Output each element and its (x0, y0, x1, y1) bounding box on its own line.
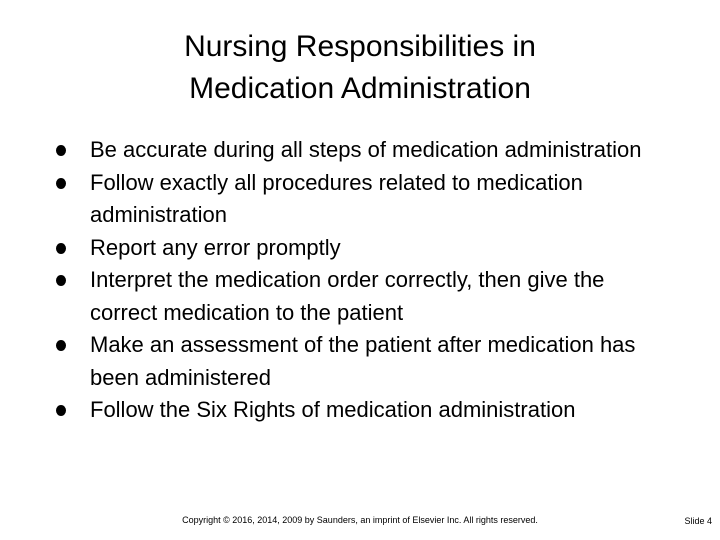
bullet-dot-icon (56, 340, 66, 351)
bullet-item (56, 264, 676, 329)
bullet-item (56, 394, 676, 427)
bullet-text: Report any error promptly (90, 234, 341, 260)
bullet-text: Make an assessment of the patient after medication has been administered (90, 332, 636, 390)
bullet-dot-icon (56, 145, 66, 156)
bullet-text: Follow the Six Rights of medication administration (90, 397, 576, 422)
bullet-text: Follow exactly all procedures related to medication administration (90, 169, 583, 227)
bullet-list (56, 134, 676, 427)
bullet-dot-icon (56, 405, 66, 416)
bullet-item (56, 329, 676, 394)
bullet-dot-icon (56, 243, 66, 254)
copyright-notice: Copyright © 2016, 2014, 2009 by Saunders, an imprint of Elsevier Inc. All rights reserved. (182, 515, 538, 525)
bullet-text: Be accurate during all steps of medication administration (90, 137, 642, 162)
slide-title (0, 26, 720, 110)
bullet-item (56, 134, 676, 167)
bullet-dot-icon (56, 178, 66, 189)
bullet-item (56, 232, 676, 265)
slide-title-line-2: Medication Administration (189, 72, 531, 105)
slide-number: Slide 4 (684, 516, 712, 526)
bullet-dot-icon (56, 275, 66, 286)
slide-title-line-1: Nursing Responsibilities in (184, 30, 536, 63)
bullet-text: Interpret the medication order correctly, then give the correct medication to the patient (90, 267, 605, 325)
bullet-item (56, 167, 676, 232)
